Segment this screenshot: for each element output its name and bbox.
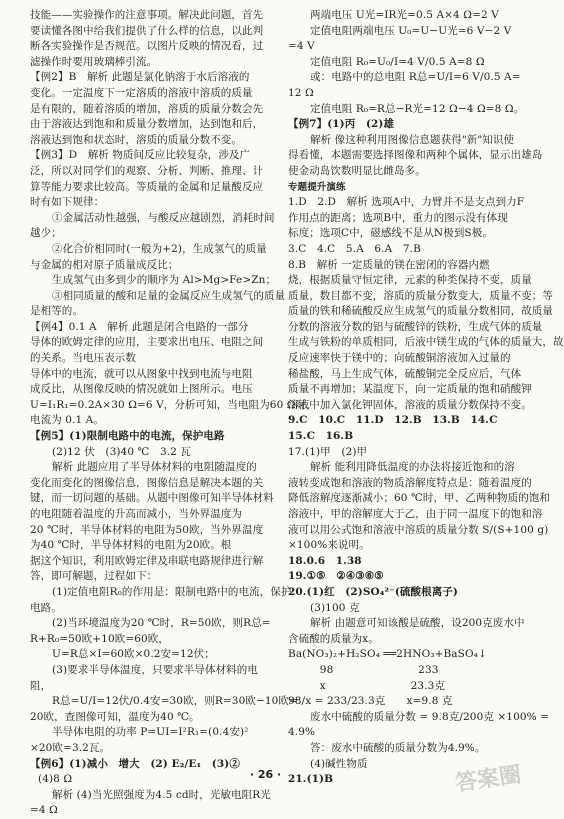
right-text-line: 8.B 解析 一定质量的镁在密闭的容器内燃 <box>288 258 490 271</box>
left-text-line: (2)12 伏 (3)40 ℃ 3.2 瓦 <box>52 445 192 458</box>
left-text-line: 解析 此题应用了半导体材料的电阻随温度的 <box>52 461 257 474</box>
right-text-line: Ba(NO₃)₂+H₂SO₄ ══2HNO₃+BaSO₄↓ <box>288 648 487 661</box>
right-text-line: 质量，数目都不变，溶质的质量分数变大，质量不变；等 <box>288 289 553 302</box>
left-text-line: 【例4】0.1 A 解析 此题是闭合电路的一部分 <box>30 320 249 333</box>
right-text-line: 解析 能利用降低温度的办法将接近饱和的溶 <box>310 461 515 474</box>
left-text-line: 导体的欧姆定律的应用，主要求出电压、电阻之间 <box>30 336 264 349</box>
right-text-line: 解析 由题意可知该酸是硫酸，设200克废水中 <box>310 617 525 630</box>
right-text-line: 17.(1)甲 (2)甲 <box>288 445 368 458</box>
right-text-line: 答：废水中硫酸的质量分数为4.9%。 <box>310 741 486 754</box>
left-text-line: 泛，所以对同学们的观察、分析、判断、推理、计 <box>30 164 264 177</box>
left-text-line: 要读懂各图中给我们提供了什么样的信息，以此判 <box>30 24 264 37</box>
left-text-line: 【例3】D 解析 物质间反应比较复杂，涉及广 <box>30 149 251 162</box>
left-text-line: 成反比，从图像反映的情况就如上图所示。电压 <box>30 383 253 396</box>
right-text-line: 20.(1)红 (2)SO₄²⁻(硫酸根离子) <box>288 585 458 598</box>
right-text-line: 溶液中，甲的溶解度大于乙，由于同一温度下的饱和溶 <box>288 508 543 520</box>
right-text-line: 废水中硫酸的质量分数 = 9.8克/200克 ×100% = <box>310 710 550 723</box>
right-text-line: 专题提升演练 <box>288 181 346 193</box>
left-text-line: R+R₀=50欧+10欧=60欧， <box>30 632 169 645</box>
right-text-line: 解析 像这种利用图像信息题获得"新"知识使 <box>310 133 515 146</box>
left-text-line: 据这个知识，利用欧姆定律及串联电路规律进行解 <box>30 554 264 567</box>
left-text-line: 变化。一定温度下一定溶质的溶液中溶质的质量 <box>30 86 253 99</box>
right-text-line: (4)碱性物质 <box>310 757 368 770</box>
right-text-line: 4.9% <box>288 726 316 739</box>
right-text-line: 液可以用公式饱和溶液中溶质的质量分数 S/(S+100 g) <box>288 523 549 536</box>
right-text-line: 18.0.6 1.38 <box>288 554 362 567</box>
right-text-line: =4 V <box>288 40 315 53</box>
right-column <box>288 8 564 788</box>
right-text-line: 9.C 10.C 11.D 12.B 13.B 14.C <box>288 414 498 427</box>
left-text-line: 时有如下规律： <box>30 196 105 209</box>
left-text-line: 断各实验操作是否规范。以图片反映的情况看，过 <box>30 40 264 53</box>
right-text-line: 含硫酸的质量为x。 <box>288 632 379 645</box>
right-text-line: 生成与铁粉的单质相同，后液中镁生成的气体的质量大，故 <box>288 336 564 349</box>
left-text-line: R总=U/I=12伏/0.4安=30欧，则R=30欧−10欧= <box>52 695 298 708</box>
left-text-line: 导体中的电流，就可以从图象中找到电流与电阻 <box>30 367 253 380</box>
left-text-line: U=R总×I=60欧×0.2安=12伏； <box>52 648 215 661</box>
right-text-line: 21.(1)B <box>288 773 334 786</box>
left-text-line: (2)当环境温度为20 ℃时，R=50欧，则R总= <box>52 617 271 630</box>
left-text-line: 电流为 0.1 A。 <box>30 414 104 427</box>
left-text-line: 电路。 <box>30 601 62 614</box>
left-text-line: (1)定值电阻R₀的作用是：限制电路中的电流，保护 <box>52 585 292 598</box>
left-text-line: 生成氢气由多到少的顺序为 Al>Mg>Fe>Zn； <box>52 274 277 287</box>
right-text-line: 或：电路中的总电阻 R总=U/I=6 V/0.5 A= <box>310 71 521 84</box>
page-number: · 26 · <box>249 768 282 781</box>
right-text-line: 液转变成饱和溶液的物质溶解度特点是：随着温度的 <box>288 476 532 489</box>
left-text-line: 技能——实验操作的注意事项。解决此问题，首先 <box>30 9 264 21</box>
left-text-line: 【例5】(1)限制电路中的电流，保护电路 <box>30 430 225 443</box>
left-text-line: ②化合价相同时(一般为+2)，生成氢气的质量 <box>52 242 267 255</box>
right-text-line: 定值电阻两端电压 U₀=U−U光=6 V−2 V <box>310 24 512 37</box>
left-text-line: 【例2】B 解析 此题是氯化钠溶于水后溶液的 <box>30 71 250 84</box>
left-text-line: (4)8 Ω <box>38 773 73 786</box>
right-text-line: x 23.3克 <box>288 679 445 692</box>
right-text-line: 定值电阻 R₀=U₀/I=4 V/0.5 A=8 Ω <box>310 55 485 68</box>
right-text-line: 作用点的距离；选项B中，重力的图示没有体现 <box>288 211 508 224</box>
left-text-line: 由于溶液达到饱和和质量分数增加，达到饱和后， <box>30 118 264 131</box>
left-text-line: 越少； <box>30 227 62 240</box>
right-text-line: 【例7】(1)丙 (2)雄 <box>288 118 395 131</box>
right-text-line: 98/x = 233/23.3克 x=9.8 克 <box>288 695 453 708</box>
left-text-line: 的电阻随着温度的升高而减小，当外界温度为 <box>30 508 242 520</box>
right-text-line: 标度；选项C中，磁感线不是从N极到S极。 <box>288 227 493 240</box>
left-text-line: 【例6】(1)减小 增大 (2) E₂/E₁ (3)② <box>30 757 240 770</box>
right-text-line: (3)100 克 <box>310 601 360 614</box>
watermark-logo: 答案圈 <box>453 762 523 797</box>
right-text-line: 溶液中加入氯化钾固体，溶液的质量分数保持不变。 <box>288 398 532 411</box>
left-text-line: 变化而变化的图像信息，图像信息是解决本题的关 <box>30 476 264 489</box>
left-text-line: 阻， <box>30 679 52 692</box>
left-text-line: ×20欧=3.2瓦。 <box>30 741 111 754</box>
right-text-line: 分数的溶液分数的铝与硫酸锌的铁粉，生成气体的质量 <box>288 320 543 333</box>
left-text-line: =4 Ω <box>30 804 58 817</box>
right-text-line: 3.C 4.C 5.A 6.A 7.B <box>288 242 421 255</box>
left-text-line: 是相等的。 <box>30 305 83 318</box>
right-text-line: 质量的铁和稀硫酸反应生成氢气的质量分数相同，故质量 <box>288 305 553 318</box>
left-text-line: 半导体电阻的功率 P=UI=I²R₁=(0.4安)² <box>52 726 249 739</box>
left-text-line: 算等能力要求比较高。等质量的金属和足量酸反应 <box>30 180 264 193</box>
left-text-line: ①金属活动性越强，与酸反应越剧烈，消耗时间 <box>52 211 275 224</box>
left-text-line: 滤操作时要用玻璃棒引流。 <box>30 55 158 68</box>
left-text-line: (3)要求半导体温度，只要求半导体材料的电 <box>52 663 258 676</box>
left-text-line: 键，而一切问题的基础。从题中图像可知半导体材料 <box>30 492 274 505</box>
right-text-line: 1.D 2.D 解析 选项A中，力臂并不是支点到力F <box>288 196 525 209</box>
right-text-line: 15.C 16.B <box>288 430 354 443</box>
left-text-line: 与金属的相对原子质量成反比； <box>30 258 179 271</box>
left-text-line: U=I₁R₁=0.2A×30 Ω=6 V，分析可知，当电阻为60 Ω时， <box>30 398 317 411</box>
right-text-line: 19.①⑤ ②④③⑥⑤ <box>288 570 384 583</box>
right-text-line: 使金动岛饮数明显比雌岛多。 <box>288 164 426 177</box>
left-text-line: 20 ℃时，半导体材料的电阻为50欧，当外界温度 <box>30 523 264 536</box>
right-text-line: 得看懂，本题需要选择图像和两种个属体，显示出雄岛 <box>288 149 543 162</box>
right-text-line: 烧，根据质量守恒定律，元素的种类保持不变，质量 <box>288 274 532 287</box>
left-text-line: ③相同质量的酸和足量的金属反应生成氢气的质量 <box>52 289 286 302</box>
left-text-line: 解析 (4)当光照强度为4.5 cd时，光敏电阻R光 <box>52 788 271 801</box>
left-text-line: 为40 ℃时，半导体材料的电阻为20欧。根 <box>30 539 232 552</box>
right-text-line: 降低溶解度逐渐减小；60 ℃时，甲、乙两种物质的饱和 <box>288 492 551 505</box>
right-text-line: 两端电压 U光=IR光=0.5 A×4 Ω=2 V <box>310 9 499 21</box>
right-text-line: 反应速率快于镁中的；向硫酸铜溶液加入过量的 <box>288 352 511 365</box>
right-text-line: 质量不再增加；某温度下，向一定质量的饱和硝酸钾 <box>288 383 532 396</box>
left-text-line: 是有限的，随着溶质的增加，溶质的质量分数会先 <box>30 102 264 115</box>
left-text-line: 溶液达到饱和状态时，溶质的质量分数不变。 <box>30 133 242 146</box>
left-text-line: 答，即可解题，过程如下： <box>30 570 158 583</box>
right-text-line: 12 Ω <box>288 86 314 99</box>
right-text-line: 定值电阻 R₀=R总−R光=12 Ω−4 Ω=8 Ω。 <box>310 102 525 115</box>
left-text-line: 的关系。当电压表示数 <box>30 352 136 365</box>
left-text-line: 20欧，查图像可知，温度为40 ℃。 <box>30 710 200 723</box>
right-text-line: ×100%来说明。 <box>288 539 370 552</box>
right-text-line: 98 233 <box>288 663 439 676</box>
right-text-line: 稀盐酸，马上生成气体，硫酸铜完全反应后，气体 <box>288 367 522 380</box>
